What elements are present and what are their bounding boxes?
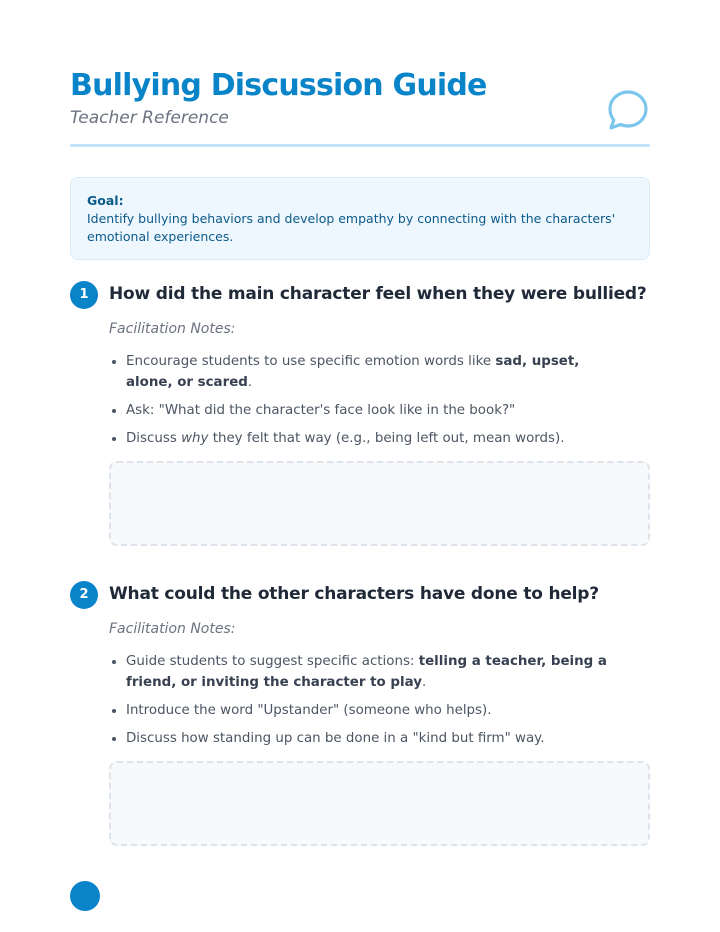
list-item: Guide students to suggest specific actions: telling a teacher, being a friend, or inviting the character to play. (109, 651, 629, 693)
list-item: Introduce the word "Upstander" (someone who helps). (109, 700, 629, 721)
facilitation-notes-list (109, 351, 629, 456)
list-item: Discuss how standing up can be done in a "kind but firm" way. (109, 728, 629, 749)
question-number-badge (70, 881, 100, 911)
header-divider (70, 144, 650, 147)
question-number-badge: 2 (70, 581, 98, 609)
question-title: What could the other characters have done to help? (109, 584, 599, 604)
page-title: Bullying Discussion Guide (70, 68, 487, 103)
question-title: How did the main character feel when they were bullied? (109, 284, 647, 304)
list-item: Ask: "What did the character's face look like in the book?" (109, 400, 629, 421)
facilitation-notes-label: Facilitation Notes: (109, 321, 236, 337)
facilitation-notes-label: Facilitation Notes: (109, 621, 236, 637)
list-item: Encourage students to use specific emotion words like sad, upset, alone, or scared. (109, 351, 629, 393)
page-subtitle: Teacher Reference (70, 108, 229, 128)
chat-bubble-icon (606, 88, 650, 132)
goal-text: Identify bullying behaviors and develop empathy by connecting with the characters' emotional experiences. (87, 211, 616, 244)
list-item: Discuss why they felt that way (e.g., being left out, mean words). (109, 428, 629, 449)
document-header (70, 66, 650, 130)
facilitation-notes-list (109, 651, 629, 756)
goal-box (70, 177, 650, 260)
goal-label: Goal: (87, 193, 124, 208)
question-number-badge: 1 (70, 281, 98, 309)
response-area[interactable] (109, 461, 650, 546)
response-area[interactable] (109, 761, 650, 846)
